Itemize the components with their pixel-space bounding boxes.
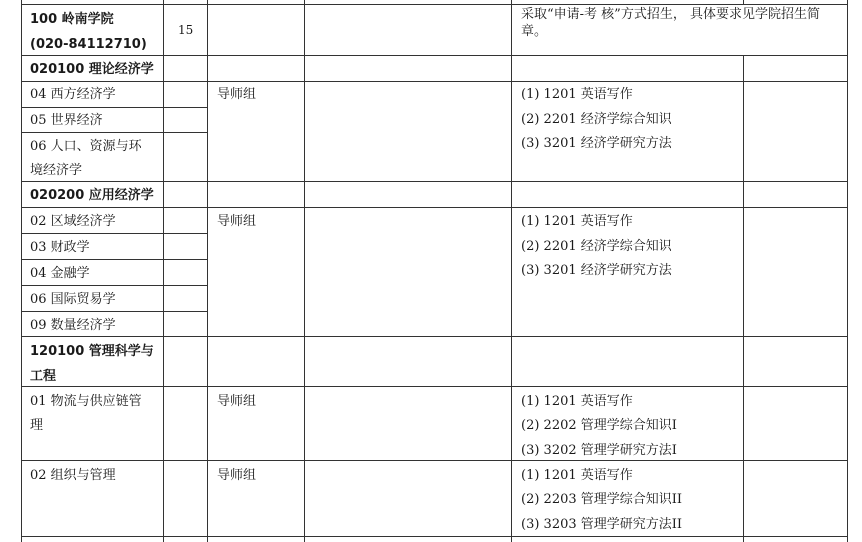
direction-item: 06 国际贸易学 (30, 292, 116, 307)
exam-item: (1) 1201 英语写作 (521, 214, 633, 229)
exam-item: (3) 3202 管理学研究方法I (521, 443, 677, 458)
tutor-label: 导师组 (217, 468, 257, 483)
tutor-label: 导师组 (217, 394, 257, 409)
exam-item: (1) 1201 英语写作 (521, 394, 633, 409)
direction-item: 04 金融学 (30, 266, 90, 281)
major-title: 120100 管理科学与 (30, 344, 154, 359)
admission-note: 采取“申请-考 核”方式招生， 具体要求见学院招生简章。 (521, 7, 820, 39)
exam-item: (1) 1201 英语写作 (521, 87, 633, 102)
direction-item: 02 组织与管理 (30, 468, 116, 483)
exam-item: (3) 3201 经济学研究方法 (521, 136, 672, 151)
major-title: 020200 应用经济学 (30, 188, 154, 203)
exam-item: (3) 3203 管理学研究方法II (521, 517, 683, 532)
tutor-label: 导师组 (217, 87, 257, 102)
direction-item: 06 人口、资源与环 (30, 139, 142, 154)
direction-item: 04 西方经济学 (30, 87, 116, 102)
exam-item: (3) 3201 经济学研究方法 (521, 263, 672, 278)
direction-item-cont: 理 (30, 418, 44, 433)
direction-item: 05 世界经济 (30, 113, 103, 128)
exam-item: (2) 2202 管理学综合知识I (521, 418, 677, 433)
major-title-cont: 工程 (30, 369, 57, 384)
direction-item: 01 物流与供应链管 (30, 394, 142, 409)
direction-item: 境经济学 (30, 163, 83, 178)
exam-item: (2) 2201 经济学综合知识 (521, 239, 672, 254)
tutor-label: 导师组 (217, 214, 257, 229)
major-title: 020100 理论经济学 (30, 62, 154, 77)
direction-item: 09 数量经济学 (30, 318, 116, 333)
exam-item: (2) 2201 经济学综合知识 (521, 112, 672, 127)
exam-item: (2) 2203 管理学综合知识II (521, 492, 683, 507)
direction-item: 03 财政学 (30, 240, 90, 255)
college-phone: (020-84112710) (30, 37, 147, 52)
exam-item: (1) 1201 英语写作 (521, 468, 633, 483)
college-name: 100 岭南学院 (30, 12, 114, 27)
quota-count: 15 (178, 23, 194, 37)
direction-item: 02 区域经济学 (30, 214, 116, 229)
